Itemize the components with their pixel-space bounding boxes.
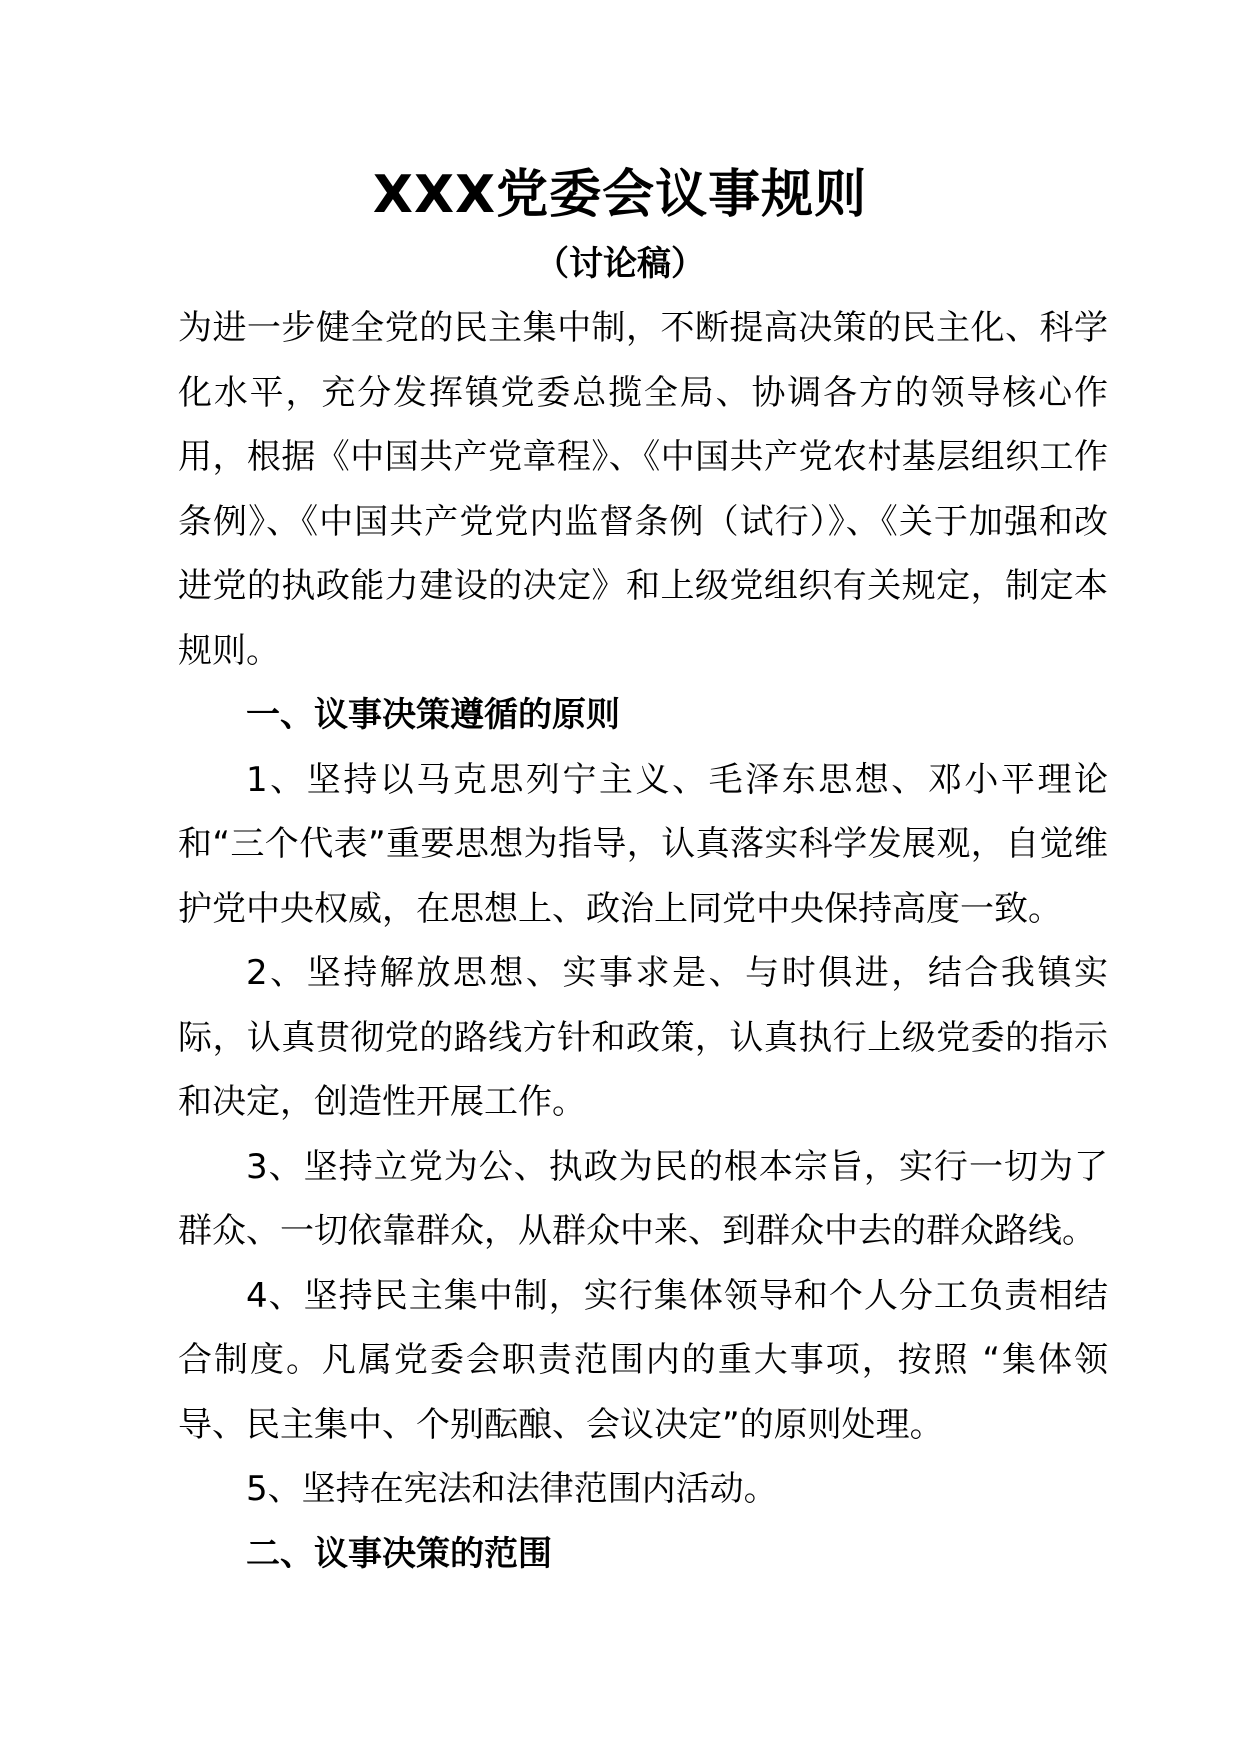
section-heading-scope: 二、议事决策的范围 (246, 1533, 552, 1574)
principle-item-5: 5、坚持在宪法和法律范围内活动。 (246, 1469, 778, 1509)
document-body (178, 296, 1108, 1586)
section-heading-principles: 一、议事决策遵循的原则 (246, 695, 620, 735)
principle-item-3: 3、坚持立党为公、执政为民的根本宗旨，实行一切为了群众、一切依靠群众，从群众中来、到群众中去的群众路线。 (178, 1146, 1108, 1251)
principle-item-1: 1、坚持以马克思列宁主义、毛泽东思想、邓小平理论和“三个代表”重要思想为指导，认真落实科学发展观，自觉维护党中央权威，在思想上、政治上同党中央保持高度一致。 (178, 759, 1108, 929)
principle-item-2: 2、坚持解放思想、实事求是、与时俱进，结合我镇实际，认真贯彻党的路线方针和政策，认真执行上级党委的指示和决定，创造性开展工作。 (178, 953, 1108, 1122)
document-title: XXX党委会议事规则 (372, 165, 868, 225)
intro-paragraph: 为进一步健全党的民主集中制，不断提高决策的民主化、科学化水平，充分发挥镇党委总揽全局、协调各方的领导核心作用，根据《中国共产党章程》、《中国共产党农村基层组织工作条例》、《中国共产党党内监督条例（试行）》、《关于加强和改进党的执政能力建设的决定》和上级党组织有关规定，制定本规则。 (178, 308, 1108, 671)
document-subtitle: （讨论稿） (535, 244, 705, 284)
principle-item-4: 4、坚持民主集中制，实行集体领导和个人分工负责相结合制度。凡属党委会职责范围内的重大事项，按照 “集体领导、民主集中、个别酝酿、会议决定”的原则处理。 (178, 1275, 1108, 1445)
